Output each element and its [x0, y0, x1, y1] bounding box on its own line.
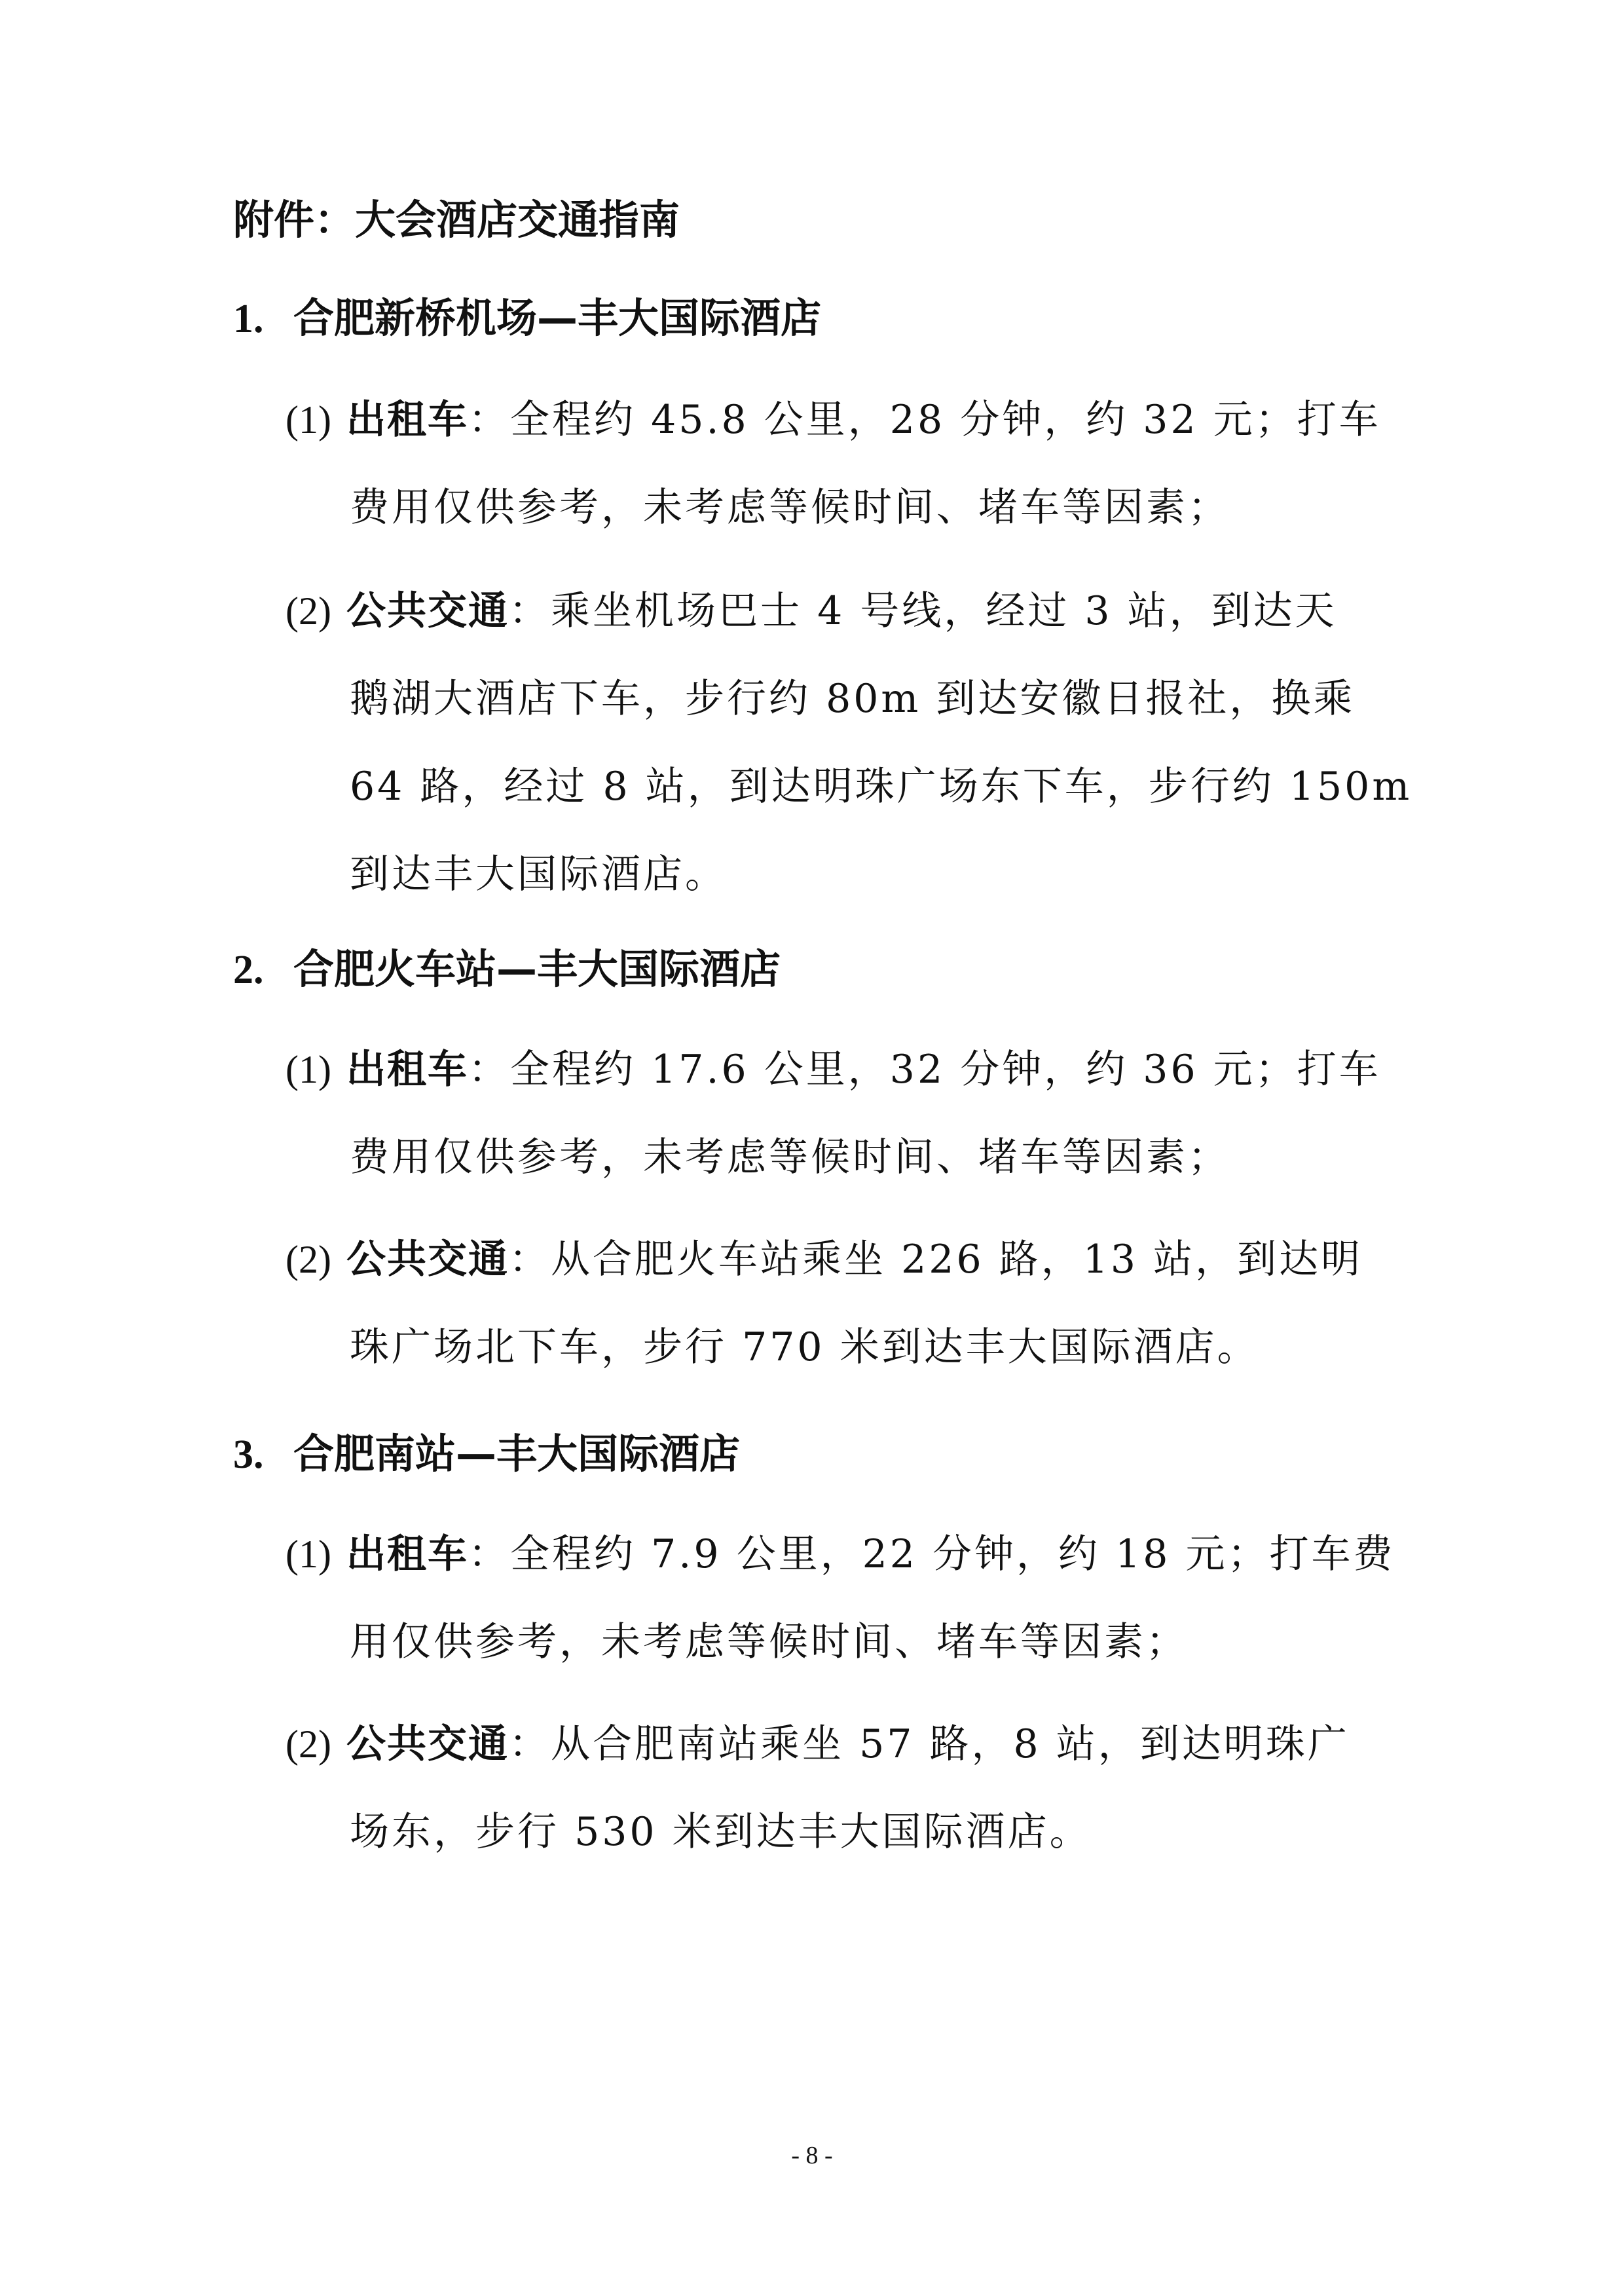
- item-separator: ：: [509, 1237, 551, 1282]
- item-line: 全程约 17.6 公里，32 分钟，约 36 元；打车: [510, 1047, 1381, 1092]
- section-heading-2: [233, 937, 781, 1003]
- item-label: 出租车: [346, 397, 469, 443]
- item-line: 费用仅供参考，未考虑等候时间、堵车等因素；: [350, 485, 1230, 531]
- item-separator: ：: [509, 1721, 551, 1767]
- item-line: 场东，步行 530 米到达丰大国际酒店。: [350, 1809, 1092, 1855]
- section-3-taxi-item: [286, 1510, 1395, 1686]
- item-line: 全程约 7.9 公里，22 分钟，约 18 元；打车费: [510, 1531, 1395, 1577]
- section-title: 合肥火车站—丰大国际酒店: [293, 945, 781, 993]
- section-number: 2.: [233, 948, 264, 992]
- item-line: 珠广场北下车，步行 770 米到达丰大国际酒店。: [350, 1324, 1259, 1370]
- item-separator: ：: [468, 397, 511, 443]
- item-marker: (2): [286, 1238, 331, 1281]
- item-marker: (2): [286, 589, 331, 633]
- item-line: 全程约 45.8 公里，28 分钟，约 32 元；打车: [510, 397, 1381, 443]
- section-2-taxi-item: [286, 1026, 1386, 1201]
- item-marker: (2): [286, 1723, 331, 1766]
- item-line: 从合肥火车站乘坐 226 路，13 站，到达明: [551, 1237, 1363, 1282]
- item-label: 公共交通: [346, 588, 509, 634]
- item-line: 乘坐机场巴士 4 号线，经过 3 站，到达天: [551, 588, 1337, 634]
- attachment-title: 附件：大会酒店交通指南: [233, 196, 680, 244]
- section-heading-3: [233, 1421, 740, 1487]
- section-heading-1: [233, 286, 821, 352]
- item-line: 从合肥南站乘坐 57 路，8 站，到达明珠广: [551, 1721, 1350, 1767]
- item-label: 公共交通: [346, 1237, 509, 1282]
- item-separator: ：: [509, 588, 551, 634]
- item-marker: (1): [286, 398, 331, 441]
- section-2-transit-item: [286, 1216, 1386, 1391]
- section-title: 合肥新桥机场—丰大国际酒店: [293, 294, 822, 342]
- section-number: 1.: [233, 297, 264, 341]
- item-separator: ：: [468, 1047, 511, 1092]
- item-line: 费用仅供参考，未考虑等候时间、堵车等因素；: [350, 1134, 1230, 1180]
- section-3-transit-item: [286, 1700, 1386, 1876]
- item-line: 鹅湖大酒店下车，步行约 80m 到达安徽日报社，换乘: [350, 676, 1356, 722]
- item-label: 公共交通: [346, 1721, 509, 1767]
- item-label: 出租车: [346, 1531, 469, 1577]
- item-line: 到达丰大国际酒店。: [350, 851, 727, 897]
- item-marker: (1): [286, 1533, 331, 1576]
- item-label: 出租车: [346, 1047, 469, 1092]
- section-1-transit-item: [286, 567, 1412, 918]
- item-line: 用仅供参考，未考虑等候时间、堵车等因素；: [350, 1619, 1188, 1665]
- item-marker: (1): [286, 1048, 331, 1091]
- item-separator: ：: [468, 1531, 511, 1577]
- section-title: 合肥南站—丰大国际酒店: [293, 1430, 741, 1478]
- item-line: 64 路，经过 8 站，到达明珠广场东下车，步行约 150m: [350, 764, 1412, 810]
- section-1-taxi-item: [286, 376, 1386, 551]
- section-number: 3.: [233, 1432, 264, 1477]
- page-number: - 8 -: [791, 2142, 833, 2169]
